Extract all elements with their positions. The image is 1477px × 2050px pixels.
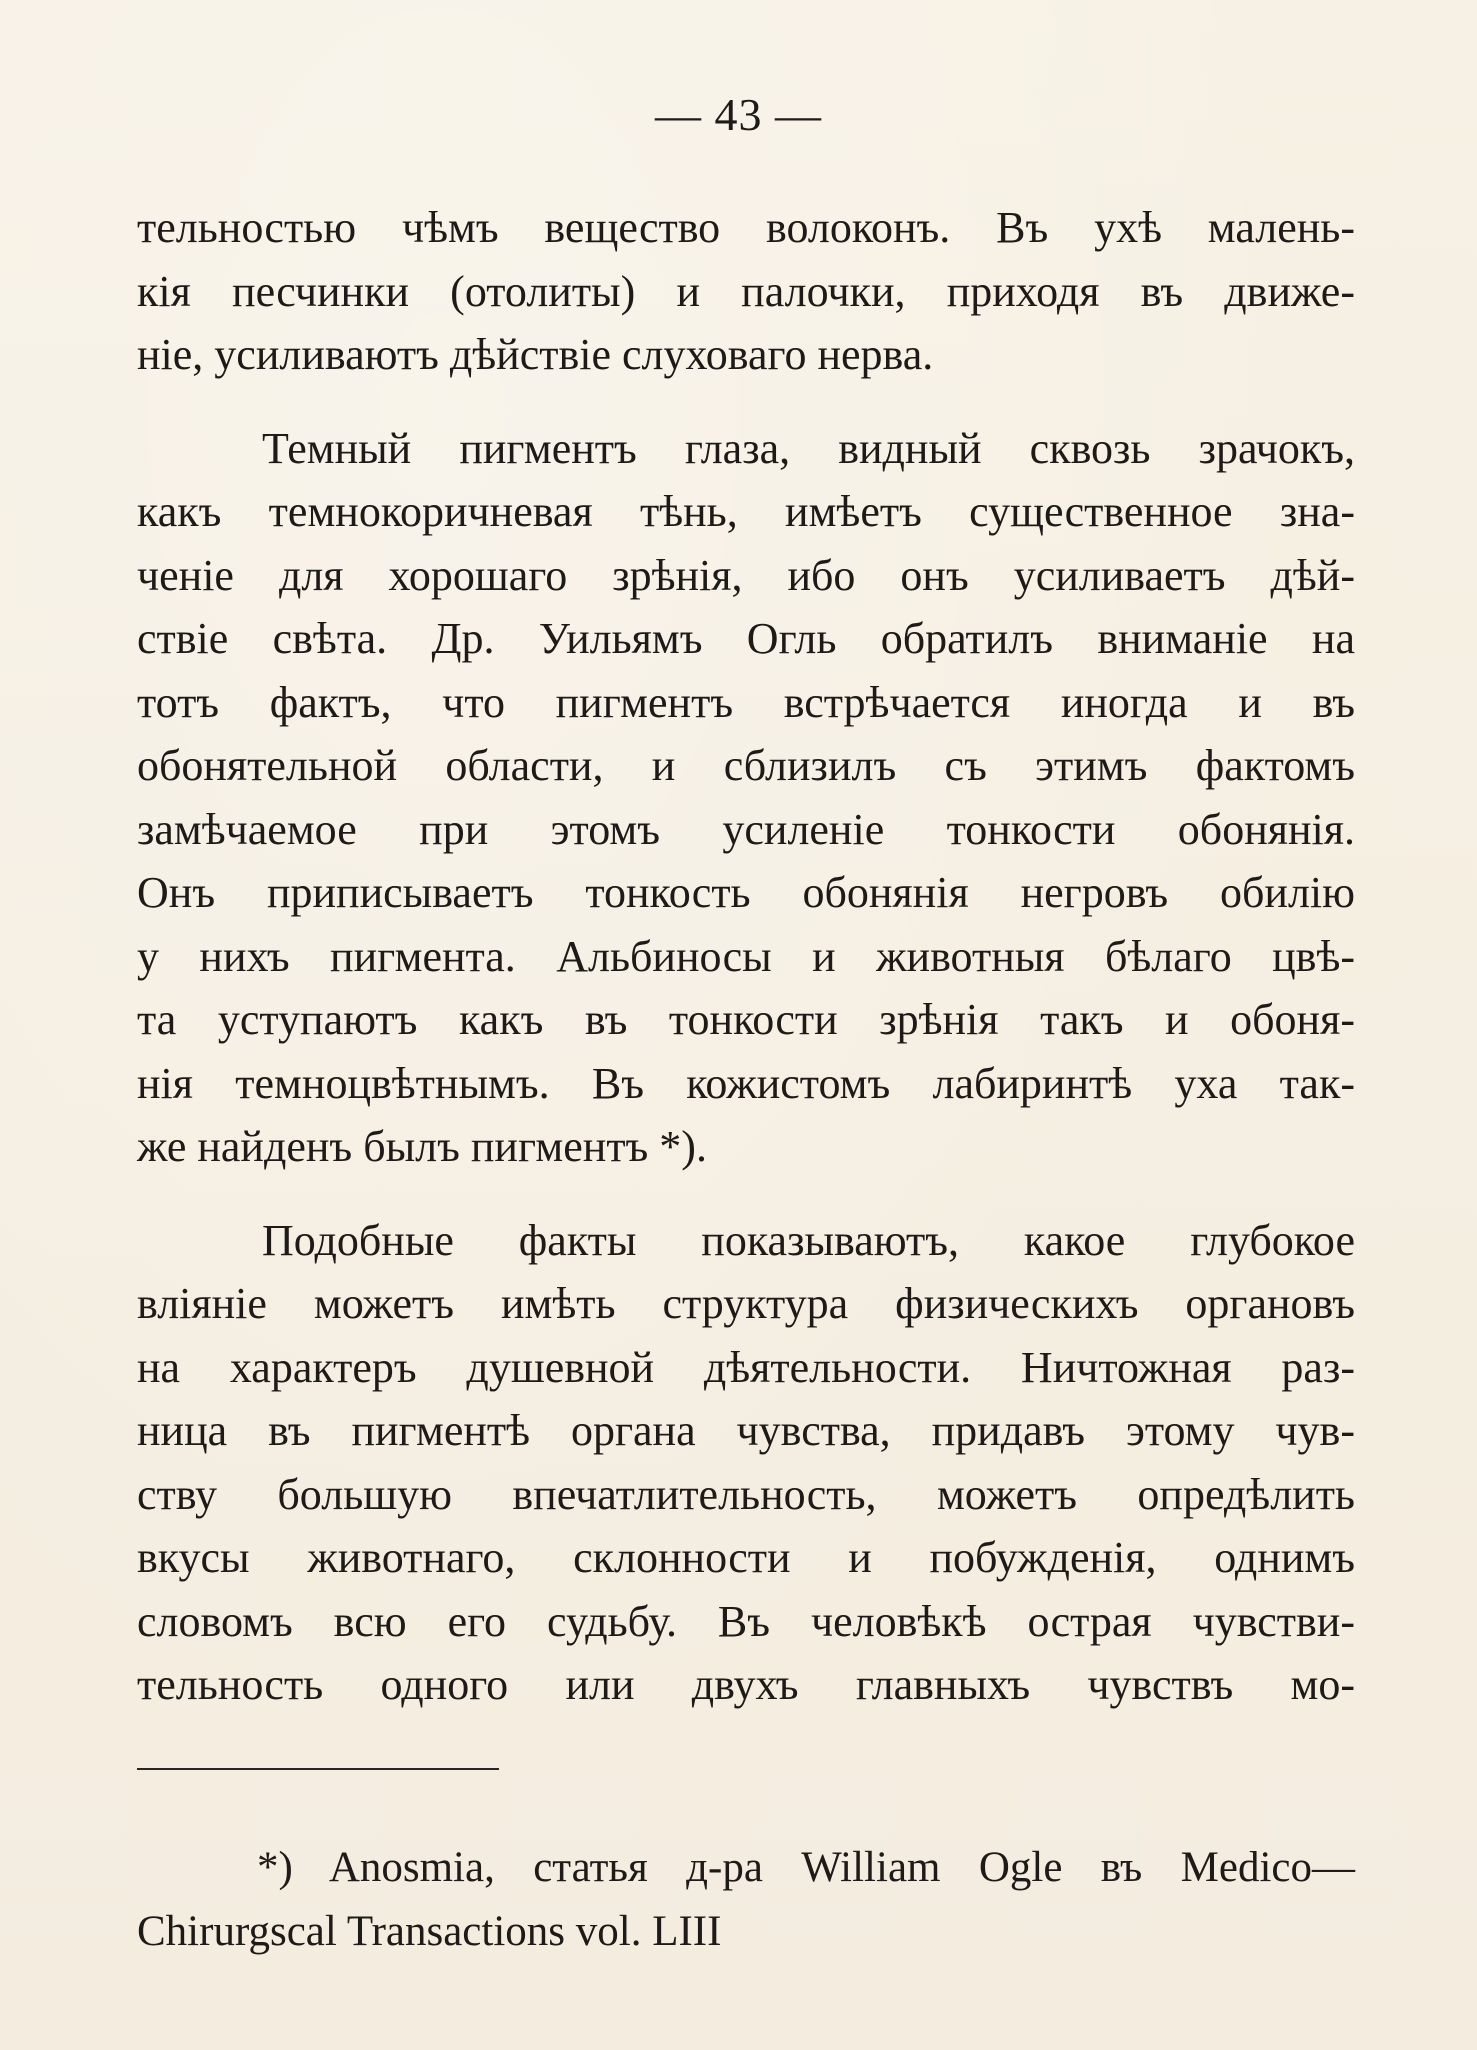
text-line: замѣчаемое при этомъ усиленіе тонкости обонянія. [137,804,1355,854]
text-line: же найденъ былъ пигментъ *). [137,1122,707,1171]
text-line: кія песчинки (отолиты) и палочки, приходя въ движе- [137,266,1355,316]
paragraph-2 [137,417,1355,1179]
footnote-divider [137,1768,499,1770]
text-line: тельность одного или двухъ главныхъ чувствъ мо- [137,1660,1355,1709]
text-line: словомъ всю его судьбу. Въ человѣкѣ острая чувстви- [137,1596,1355,1646]
text-line: тотъ фактъ, что пигментъ встрѣчается иногда и въ [137,677,1355,727]
text-line: ству большую впечатлительность, можетъ опредѣлить [137,1469,1355,1519]
text-line: ница въ пигментѣ органа чувства, придавъ этому чув- [137,1406,1355,1455]
text-line: ченіе для хорошаго зрѣнія, ибо онъ усиливаетъ дѣй- [137,550,1355,600]
body-text [137,196,1355,1717]
footnote-line: Chirurgscal Transactions vol. LIII [137,1908,722,1955]
footnote-line: *) Anosmia, статья д-ра William Ogle въ Medico— [257,1844,1355,1891]
text-line: вкусы животнаго, склонности и побужденія, однимъ [137,1533,1355,1582]
text-line: Подобные факты показываютъ, какое глубокое [262,1215,1355,1265]
text-line: на характеръ душевной дѣятельности. Ничтожная раз- [137,1342,1355,1392]
text-line: Темный пигментъ глаза, видный сквозь зрачокъ, [262,423,1355,473]
text-line: у нихъ пигмента. Альбиносы и животныя бѣлаго цвѣ- [137,931,1355,981]
text-line: нія темноцвѣтнымъ. Въ кожистомъ лабиринтѣ уха так- [137,1058,1355,1108]
page-number: — 43 — [655,89,822,140]
text-line: та уступаютъ какъ въ тонкости зрѣнія такъ и обоня- [137,995,1355,1044]
text-line: тельностью чѣмъ вещество волоконъ. Въ ухѣ малень- [137,203,1355,252]
text-line: какъ темнокоричневая тѣнь, имѣетъ существенное зна- [137,487,1355,536]
paragraph-1 [137,196,1355,387]
paragraph-3 [137,1209,1355,1717]
text-line: вліяніе можетъ имѣть структура физическихъ органовъ [137,1279,1355,1328]
text-line: ніе, усиливаютъ дѣйствіе слуховаго нерва. [137,330,934,379]
footnote [137,1836,1355,1964]
text-line: ствіе свѣта. Др. Уильямъ Огль обратилъ вниманіе на [137,614,1355,663]
text-line: обонятельной области, и сблизилъ съ этимъ фактомъ [137,741,1355,790]
text-line: Онъ приписываетъ тонкость обонянія негровъ обилію [137,868,1355,917]
